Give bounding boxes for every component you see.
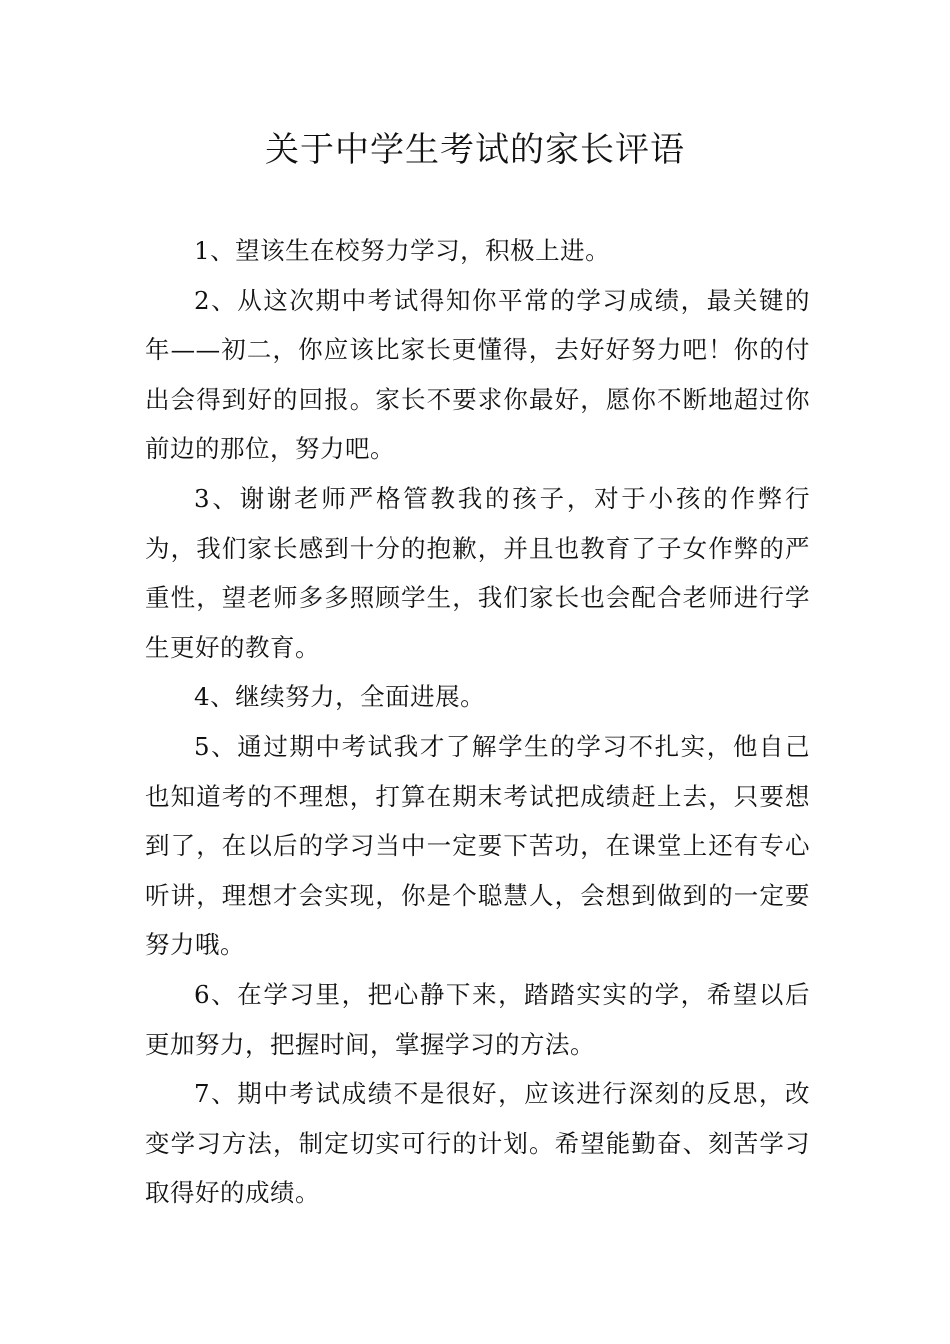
- comment-paragraph-1: 1、望该生在校努力学习，积极上进。: [194, 236, 611, 265]
- document-title: 关于中学生考试的家长评语: [265, 130, 685, 170]
- comment-paragraph-6: 6、在学习里，把心静下来，踏踏实实的学，希望以后更加努力，把握时间，掌握学习的方法。: [145, 979, 810, 1059]
- comment-paragraph-5: 5、通过期中考试我才了解学生的学习不扎实，他自己也知道考的不理想，打算在期末考试把成绩赶上去，只要想到了，在以后的学习当中一定要下苦功，在课堂上还有专心听讲，理想才会实现，你是个聪慧人，会想到做到的一定要努力哦。: [145, 731, 810, 960]
- comment-paragraph-3: 3、谢谢老师严格管教我的孩子，对于小孩的作弊行为，我们家长感到十分的抱歉，并且也教育了子女作弊的严重性，望老师多多照顾学生，我们家长也会配合老师进行学生更好的教育。: [145, 483, 810, 662]
- comment-paragraph-7: 7、期中考试成绩不是很好，应该进行深刻的反思，改变学习方法，制定切实可行的计划。希望能勤奋、刻苦学习取得好的成绩。: [145, 1079, 810, 1208]
- comment-paragraph-4: 4、继续努力，全面进展。: [194, 682, 486, 712]
- document-body: [145, 226, 810, 1218]
- comment-paragraph-2: 2、从这次期中考试得知你平常的学习成绩，最关键的年——初二，你应该比家长更懂得，去好好努力吧！你的付出会得到好的回报。家长不要求你最好，愿你不断地超过你前边的那位，努力吧。: [145, 285, 810, 464]
